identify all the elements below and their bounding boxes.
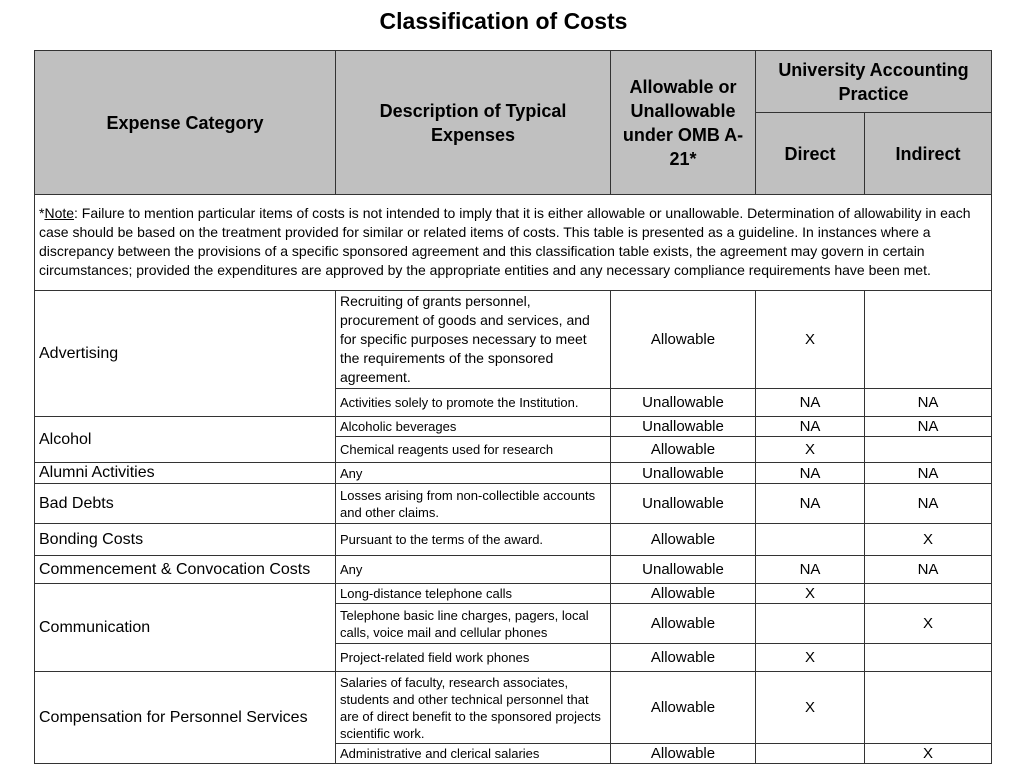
indirect-cell xyxy=(865,584,992,604)
allowable-cell: Allowable xyxy=(611,672,756,744)
description-cell: Administrative and clerical salaries xyxy=(336,744,611,764)
table-row xyxy=(35,672,992,744)
category-cell: Advertising xyxy=(35,291,336,417)
allowable-cell: Unallowable xyxy=(611,389,756,417)
allowable-cell: Allowable xyxy=(611,744,756,764)
description-cell: Any xyxy=(336,556,611,584)
category-cell: Compensation for Personnel Services xyxy=(35,672,336,764)
header-direct: Direct xyxy=(756,113,865,195)
table-row xyxy=(35,417,992,437)
direct-cell: X xyxy=(756,644,865,672)
category-cell: Alumni Activities xyxy=(35,463,336,484)
description-cell: Salaries of faculty, research associates, students and other technical personnel that are of direct benefit to the sponsored projects scientific work. xyxy=(336,672,611,744)
description-cell: Pursuant to the terms of the award. xyxy=(336,524,611,556)
direct-cell: X xyxy=(756,291,865,389)
allowable-cell: Unallowable xyxy=(611,484,756,524)
description-cell: Project-related field work phones xyxy=(336,644,611,672)
allowable-cell: Allowable xyxy=(611,644,756,672)
indirect-cell: X xyxy=(865,744,992,764)
allowable-cell: Allowable xyxy=(611,604,756,644)
header-indirect: Indirect xyxy=(865,113,992,195)
description-cell: Activities solely to promote the Institution. xyxy=(336,389,611,417)
indirect-cell: NA xyxy=(865,556,992,584)
direct-cell: X xyxy=(756,672,865,744)
indirect-cell: NA xyxy=(865,484,992,524)
direct-cell: NA xyxy=(756,389,865,417)
note-text: : Failure to mention particular items of costs is not intended to imply that it is either allowable or unallowable. Determination of allowability in each case should be based on the treatment provided for similar or related items of costs. This table is presented as a guideline. In instances where a discrepancy between the provisions of a specific sponsored agreement and this classification table exists, the agreement may govern in certain circumstances; provided the expenditures are approved by the appropriate entities and any necessary compliance requirements have been met. xyxy=(39,204,971,278)
category-cell: Bad Debts xyxy=(35,484,336,524)
indirect-cell: NA xyxy=(865,463,992,484)
description-cell: Long-distance telephone calls xyxy=(336,584,611,604)
note-row xyxy=(35,195,992,291)
allowable-cell: Allowable xyxy=(611,291,756,389)
direct-cell xyxy=(756,524,865,556)
cost-classification-table xyxy=(34,50,992,764)
header-expense-category: Expense Category xyxy=(35,51,336,195)
direct-cell xyxy=(756,744,865,764)
indirect-cell xyxy=(865,291,992,389)
table-row xyxy=(35,291,992,389)
description-cell: Losses arising from non-collectible accounts and other claims. xyxy=(336,484,611,524)
allowable-cell: Allowable xyxy=(611,437,756,463)
direct-cell: NA xyxy=(756,417,865,437)
description-cell: Alcoholic beverages xyxy=(336,417,611,437)
header-allowable: Allowable or Unallowable under OMB A-21* xyxy=(611,51,756,195)
header-university-practice: University Accounting Practice xyxy=(756,51,992,113)
description-cell: Telephone basic line charges, pagers, local calls, voice mail and cellular phones xyxy=(336,604,611,644)
allowable-cell: Allowable xyxy=(611,584,756,604)
direct-cell: X xyxy=(756,437,865,463)
direct-cell xyxy=(756,604,865,644)
table-row xyxy=(35,524,992,556)
indirect-cell xyxy=(865,437,992,463)
note-prefix: * xyxy=(39,204,45,221)
direct-cell: NA xyxy=(756,463,865,484)
direct-cell: NA xyxy=(756,484,865,524)
category-cell: Commencement & Convocation Costs xyxy=(35,556,336,584)
indirect-cell: X xyxy=(865,604,992,644)
header-description: Description of Typical Expenses xyxy=(336,51,611,195)
direct-cell: NA xyxy=(756,556,865,584)
indirect-cell xyxy=(865,672,992,744)
table-row xyxy=(35,484,992,524)
description-cell: Recruiting of grants personnel, procurement of goods and services, and for specific purposes necessary to meet the requirements of the sponsored agreement. xyxy=(336,291,611,389)
allowable-cell: Unallowable xyxy=(611,556,756,584)
indirect-cell: NA xyxy=(865,417,992,437)
indirect-cell: X xyxy=(865,524,992,556)
allowable-cell: Unallowable xyxy=(611,463,756,484)
indirect-cell xyxy=(865,644,992,672)
allowable-cell: Unallowable xyxy=(611,417,756,437)
note-label: Note xyxy=(44,204,75,221)
page-title: Classification of Costs xyxy=(379,8,628,34)
category-cell: Bonding Costs xyxy=(35,524,336,556)
description-cell: Any xyxy=(336,463,611,484)
allowable-cell: Allowable xyxy=(611,524,756,556)
table-row xyxy=(35,556,992,584)
category-cell: Communication xyxy=(35,584,336,672)
description-cell: Chemical reagents used for research xyxy=(336,437,611,463)
indirect-cell: NA xyxy=(865,389,992,417)
direct-cell: X xyxy=(756,584,865,604)
category-cell: Alcohol xyxy=(35,417,336,463)
table-row xyxy=(35,463,992,484)
table-row xyxy=(35,584,992,604)
